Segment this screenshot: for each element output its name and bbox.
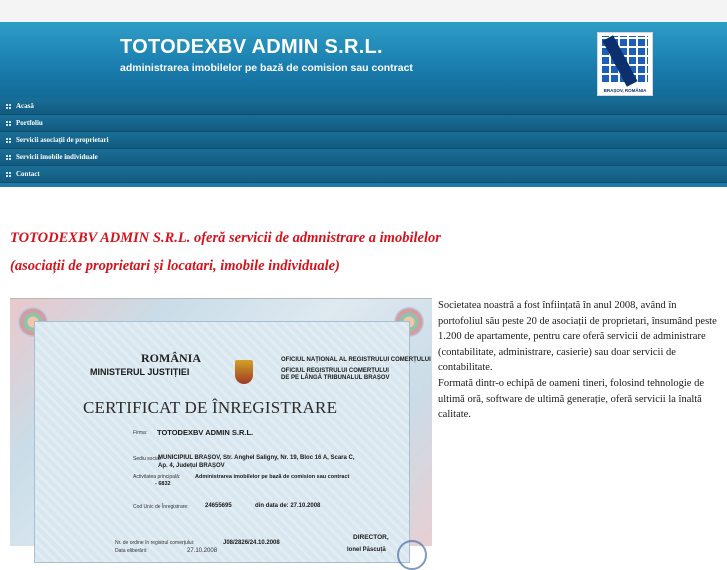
nav-item-contact[interactable] xyxy=(0,166,727,183)
nav-label: Acasă xyxy=(16,102,34,110)
nav-item-acasa[interactable] xyxy=(0,98,727,115)
certificate-body xyxy=(34,321,431,563)
main-nav xyxy=(0,98,727,187)
nav-label: Contact xyxy=(16,170,40,178)
cert-office-line: OFICIUL REGISTRULUI COMERȚULUI xyxy=(281,368,389,374)
cert-cui-label: Cod Unic de Înregistrare: xyxy=(133,504,189,510)
nav-item-servicii-imobile[interactable] xyxy=(0,149,727,166)
company-logo xyxy=(597,32,653,96)
nav-bullet-icon xyxy=(6,155,11,160)
logo-caption: BRAȘOV, ROMÂNIA xyxy=(603,88,647,93)
cert-caen: - 6832 xyxy=(155,481,171,487)
cert-nr-label: Nr. de ordine în registrul comerțului: xyxy=(115,540,195,546)
cert-office-national: OFICIUL NAȚIONAL AL REGISTRULUI COMERȚULUI xyxy=(281,357,431,363)
nav-label: Servicii imobile individuale xyxy=(16,153,98,161)
cert-cui: 24655695 xyxy=(205,503,232,509)
nav-bullet-icon xyxy=(6,138,11,143)
cert-director-name: Ionel Păscuță xyxy=(347,547,386,553)
nav-bullet-icon xyxy=(6,121,11,126)
nav-item-portofoliu[interactable] xyxy=(0,115,727,132)
site-title: TOTODEXBV ADMIN S.R.L. xyxy=(120,36,383,58)
coat-of-arms-icon xyxy=(235,360,253,384)
cert-data: din data de: 27.10.2008 xyxy=(255,503,321,509)
site-header xyxy=(0,22,727,98)
cert-office-local xyxy=(281,368,390,382)
site-subtitle: administrarea imobilelor pe bază de comision sau contract xyxy=(120,62,413,74)
cert-title: CERTIFICAT DE ÎNREGISTRARE xyxy=(83,398,338,417)
nav-item-servicii-asociatii[interactable] xyxy=(0,132,727,149)
cert-country: ROMÂNIA xyxy=(141,351,201,365)
headline-line-1: TOTODEXBV ADMIN S.R.L. oferă servicii de admnistrare a imobilelor xyxy=(10,230,441,246)
cert-data-eliberarii: 27.10.2008 xyxy=(187,548,218,554)
about-paragraph-1: Societatea noastră a fost înființată în anul 2008, având în portofoliul său peste 20 de asociații de proprietari, însumând peste 1.200 de apartamente, pentru care oferă servicii de administrare (contabilitate, administrare, casierie) sau doar servicii de contabilitate. xyxy=(438,300,717,373)
nav-label: Servicii asociații de proprietari xyxy=(16,136,109,144)
cert-office-line: DE PE LÂNGĂ TRIBUNALUL BRAȘOV xyxy=(281,375,390,381)
nav-bullet-icon xyxy=(6,104,11,109)
top-strip xyxy=(0,0,727,22)
registration-certificate-image xyxy=(10,298,432,554)
headline-line-2: (asociații de proprietari și locatari, imobile individuale) xyxy=(10,258,340,274)
nav-bullet-icon xyxy=(6,172,11,177)
cert-sediu: MUNICIPIUL BRAȘOV, Str. Anghel Saligny, Nr. 19, Bloc 16 A, Scara C, xyxy=(158,455,355,461)
cert-firma-label: Firma: xyxy=(133,430,148,436)
nav-label: Portfoliu xyxy=(16,119,43,127)
cert-activitate: Administrarea imobilelor pe bază de comision sau contract xyxy=(195,474,350,480)
stamp-icon xyxy=(397,540,427,570)
cert-firma: TOTODEXBV ADMIN S.R.L. xyxy=(157,428,254,437)
nav-bottom-bar xyxy=(0,183,727,187)
cert-ministry: MINISTERUL JUSTIȚIEI xyxy=(90,367,190,377)
about-paragraph-2: Formată dintr-o echipă de oameni tineri, folosind tehnologie de ultimă oră, software de ultimă generație, oferă servicii la înaltă calitate. xyxy=(438,378,705,420)
cert-sediu-label: Sediu social: xyxy=(133,456,162,462)
cert-director: DIRECTOR, xyxy=(353,534,389,541)
cert-nr: J08/2826/24.10.2008 xyxy=(223,540,280,546)
cert-data-eliberarii-label: Data eliberării: xyxy=(115,548,148,554)
cert-adresa: Ap. 4, Județul BRAȘOV xyxy=(158,463,225,469)
cert-activitate-label: Activitatea principală: xyxy=(133,474,181,480)
